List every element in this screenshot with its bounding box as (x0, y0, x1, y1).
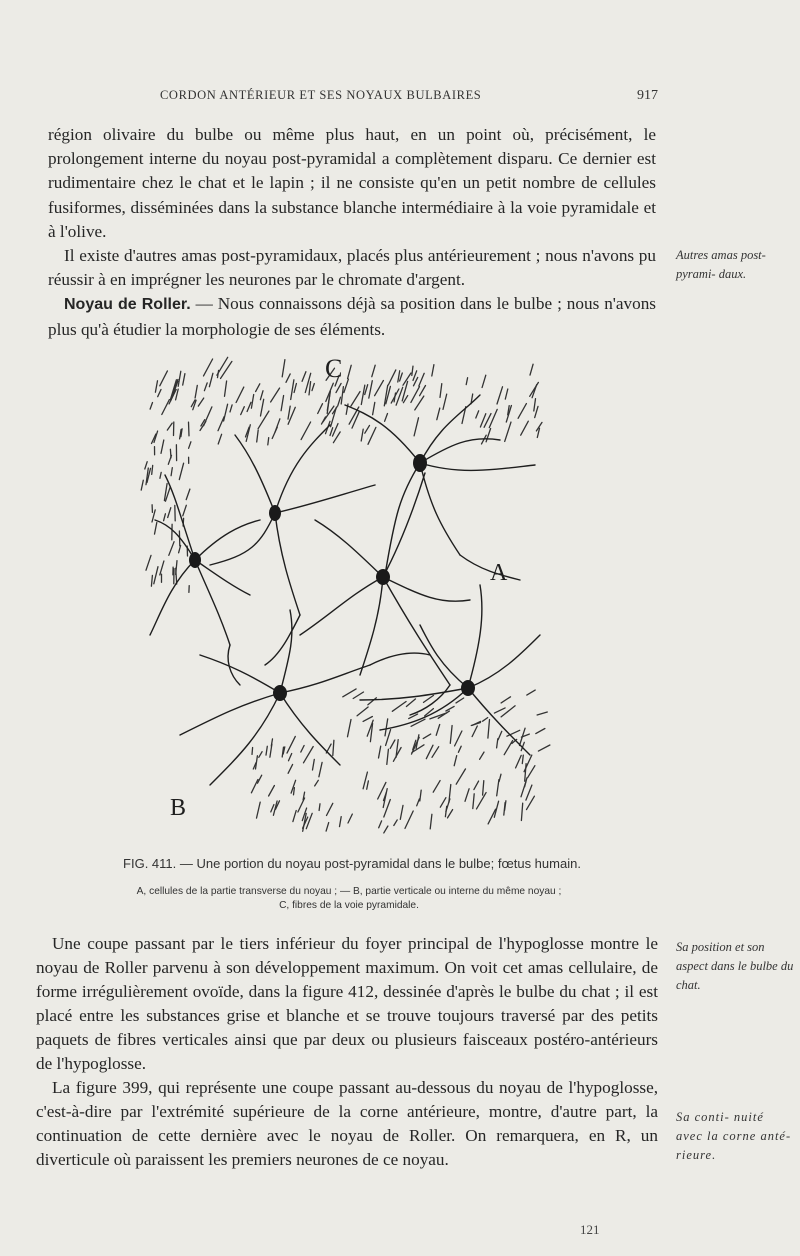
fiber-stroke (527, 796, 535, 809)
fiber-stroke (465, 789, 469, 802)
fiber-stroke (472, 726, 477, 737)
fiber-stroke (141, 480, 143, 490)
figure-label-b: B (170, 795, 187, 821)
fiber-stroke (230, 405, 232, 412)
fiber-stroke (497, 739, 498, 748)
fiber-stroke (225, 381, 227, 396)
fiber-stroke (286, 374, 290, 382)
fiber-stroke (221, 361, 232, 378)
fiber-stroke (164, 514, 166, 521)
fiber-stroke (338, 397, 341, 406)
fiber-stroke (336, 383, 341, 392)
fiber-stroke (179, 546, 181, 553)
fiber-stroke (361, 429, 363, 441)
fiber-stroke (417, 799, 420, 806)
fiber-stroke (353, 692, 363, 699)
fiber-stroke (236, 387, 244, 402)
fiber-stroke (516, 755, 522, 768)
fiber-stroke (458, 746, 461, 752)
figure-label-c: C (325, 355, 343, 383)
fiber-stroke (293, 811, 296, 822)
fiber-stroke (535, 406, 538, 417)
fiber-stroke (501, 706, 515, 717)
fiber-stroke (168, 508, 171, 518)
fiber-stroke (333, 432, 340, 443)
fiber-stroke (432, 747, 439, 758)
fiber-stroke (183, 374, 185, 385)
fiber-stroke (400, 373, 403, 381)
fiber-stroke (261, 399, 264, 416)
fiber-stroke (456, 769, 465, 784)
fiber-stroke (488, 720, 490, 739)
fiber-stroke (333, 740, 334, 755)
fiber-stroke (257, 430, 259, 442)
fiber-stroke (145, 462, 147, 469)
fiber-stroke (437, 408, 440, 420)
bottom-text-block (36, 932, 658, 1172)
fiber-stroke (522, 755, 523, 764)
margin-note-position: Sa position et son aspect dans le bulbe du chat. (676, 940, 794, 992)
fiber-stroke (266, 746, 267, 755)
fiber-stroke (218, 417, 224, 431)
fiber-stroke (171, 468, 172, 476)
fiber-stroke (388, 370, 396, 385)
fiber-stroke (180, 430, 182, 439)
fiber-stroke (466, 378, 467, 385)
paragraph-3-text: — Nous connaissons déjà sa position dans le bulbe ; nous n'avons plus qu'à étudier la morphologie de ses éléments. (48, 294, 656, 339)
fiber-stroke (209, 373, 213, 386)
fiber-stroke (301, 422, 311, 440)
fiber-stroke (252, 748, 253, 755)
fiber-stroke (369, 381, 373, 398)
fiber-stroke (204, 359, 213, 376)
fiber-stroke (394, 393, 395, 402)
fiber-stroke (160, 472, 161, 478)
fiber-stroke (385, 414, 388, 422)
fiber-stroke (455, 731, 462, 746)
fiber-stroke (526, 785, 532, 800)
fiber-stroke (289, 754, 292, 761)
fiber-stroke (306, 813, 312, 828)
fiber-stroke (497, 387, 503, 404)
fiber-stroke (171, 381, 178, 401)
fiber-stroke (183, 505, 187, 516)
fiber-stroke (482, 375, 486, 387)
fiber-stroke (288, 764, 293, 773)
fiber-stroke (259, 752, 262, 758)
fiber-stroke (498, 731, 502, 739)
fiber-stroke (333, 424, 339, 437)
fiber-stroke (413, 371, 417, 381)
figure-legend-line-2: C, fibres de la voie pyramidale. (279, 900, 419, 911)
fiber-stroke (400, 805, 403, 819)
fiber-stroke (518, 404, 526, 419)
fiber-stroke (247, 402, 251, 411)
fiber-stroke (260, 391, 263, 400)
fiber-stroke (315, 780, 319, 786)
fiber-stroke (340, 817, 342, 827)
fiber-stroke (155, 381, 157, 392)
fiber-stroke (169, 542, 174, 556)
fiber-stroke (420, 386, 426, 396)
fiber-stroke (319, 804, 320, 811)
fiber-stroke (189, 422, 190, 436)
fiber-stroke (351, 392, 360, 407)
fiber-stroke (271, 805, 274, 812)
fiber-stroke (375, 381, 384, 396)
fiber-stroke (161, 440, 164, 453)
fiber-stroke (483, 781, 484, 795)
fiber-stroke (405, 811, 413, 828)
fiber-stroke (412, 366, 413, 375)
fiber-stroke (480, 752, 484, 759)
fiber-stroke (357, 707, 368, 716)
neuron-illustration (140, 355, 560, 845)
fiber-stroke (501, 697, 510, 703)
fiber-stroke (294, 788, 295, 795)
fiber-stroke (241, 407, 245, 415)
fiber-stroke (406, 699, 415, 707)
fiber-stroke (505, 422, 511, 441)
figure-label-a: A (490, 560, 508, 586)
fiber-stroke (275, 419, 280, 432)
fiber-stroke (489, 409, 497, 427)
fiber-stroke (443, 394, 447, 409)
fiber-stroke (162, 400, 170, 415)
fiber-stroke (538, 745, 550, 751)
paragraph-2: Il existe d'autres amas post-pyramidaux, placés plus antérieurement ; nous n'avons pu réussir à en imprégner les neurones par le chromate d'argent. (48, 246, 656, 290)
fiber-stroke (414, 418, 418, 436)
paragraph-4: Une coupe passant par le tiers inférieur du foyer principal de l'hypoglosse montre le noyau de Roller parvenu à son développement maximum. On voit cet amas cellulaire, de forme irrégulièrement ovoïde, dans la figure 412, dessinée d'après le bulbe du chat ; il est placé entre les substances grise et blanche et se trouve toujours traversé par des petits paquets de fibres verticales ainsi que par deux ou plusieurs faisceaux postéro-antérieurs de l'hypoglosse. (36, 934, 658, 1073)
fiber-stroke (430, 814, 432, 829)
fiber-stroke (440, 798, 446, 808)
fiber-stroke (217, 357, 228, 375)
fiber-stroke (521, 421, 529, 435)
fiber-stroke (537, 712, 547, 715)
fiber-stroke (504, 741, 512, 755)
fiber-stroke (446, 706, 454, 711)
fiber-stroke (368, 698, 377, 705)
fiber-stroke (146, 555, 151, 570)
fiber-stroke (423, 734, 431, 739)
fiber-stroke (505, 389, 508, 399)
section-lead-roller: Noyau de Roller. (64, 296, 191, 314)
fiber-stroke (152, 465, 153, 474)
fiber-stroke (269, 786, 275, 797)
fiber-stroke (271, 388, 280, 402)
fiber-stroke (534, 399, 536, 411)
fiber-stroke (368, 427, 376, 444)
fiber-stroke (365, 425, 370, 433)
fiber-stroke (450, 726, 452, 744)
fiber-stroke (536, 729, 545, 734)
fiber-stroke (150, 403, 152, 410)
figure-caption: FIG. 411. — Une portion du noyau post-pyramidal dans le bulbe; fœtus humain. (123, 856, 581, 871)
fiber-stroke (390, 740, 395, 748)
fiber-stroke (387, 749, 389, 764)
fiber-stroke (525, 764, 526, 782)
fiber-stroke (287, 736, 295, 753)
fiber-stroke (154, 567, 158, 584)
fiber-stroke (268, 438, 269, 445)
fiber-stroke (341, 387, 343, 404)
paragraph-5: La figure 399, qui représente une coupe passant au-dessous du noyau de l'hypoglosse, c'est-à-dire par l'extrémité supérieure de la corne antérieure, montre, d'autre part, la continuation de cette dernière avec le noyau de Roller. On remarquera, en R, un diverticule où paraissent les premiers neurones de ce noyau. (36, 1078, 658, 1169)
fiber-stroke (384, 826, 388, 833)
fiber-stroke (257, 802, 261, 818)
fiber-stroke (326, 823, 329, 832)
fiber-stroke (327, 803, 333, 815)
fiber-stroke (436, 725, 440, 736)
signature-mark: 121 (580, 1222, 600, 1237)
fiber-stroke (158, 390, 161, 397)
fiber-stroke (170, 449, 171, 458)
margin-note-autres-amas: Autres amas post-pyrami- daux. (676, 248, 766, 281)
fiber-stroke (281, 396, 284, 411)
fiber-stroke (186, 489, 190, 500)
fiber-stroke (258, 411, 269, 429)
fiber-stroke (282, 747, 283, 757)
fiber-stroke (411, 387, 420, 403)
fiber-stroke (482, 435, 487, 444)
fiber-stroke (179, 463, 183, 479)
page-number: 917 (637, 88, 658, 103)
fiber-stroke (304, 747, 314, 763)
fiber-stroke (309, 382, 311, 395)
fiber-stroke (224, 404, 228, 421)
margin-note-continuite: Sa conti- nuité avec la corne anté- rieure. (676, 1110, 792, 1162)
fiber-stroke (251, 395, 253, 409)
fiber-stroke (530, 364, 533, 375)
fiber-stroke (499, 774, 501, 781)
fiber-stroke (312, 384, 314, 391)
fiber-stroke (445, 806, 446, 816)
fiber-stroke (348, 814, 352, 823)
fiber-stroke (344, 379, 349, 392)
fiber-stroke (396, 387, 403, 405)
paragraph-1: région olivaire du bulbe ou même plus haut, en un point où, précisément, le prolongement interne du noyau post-pyramidal a complètement disparu. Ce dernier est rudimentaire chez le chat et le lapin ; il ne consiste qu'en un petit nombre de cellules fusiformes, disséminées dans la substance blanche intermédiaire à la voie pyramidale et à l'olive. (48, 125, 656, 241)
fiber-stroke (379, 746, 381, 758)
fiber-stroke (282, 360, 285, 377)
fiber-stroke (386, 730, 391, 746)
fiber-stroke (322, 417, 326, 424)
fiber-stroke (424, 695, 434, 702)
fiber-stroke (528, 766, 535, 778)
fiber-stroke (474, 781, 479, 790)
fiber-stroke (167, 423, 172, 430)
fiber-stroke (448, 810, 453, 818)
fiber-stroke (419, 373, 424, 386)
fiber-stroke (160, 371, 168, 386)
fiber-stroke (367, 781, 369, 789)
fiber-stroke (291, 380, 294, 400)
fiber-stroke (497, 780, 499, 796)
fiber-stroke (473, 794, 474, 809)
fiber-stroke (348, 365, 352, 378)
fiber-stroke (302, 372, 306, 382)
fiber-stroke (343, 689, 356, 697)
fiber-stroke (294, 384, 296, 393)
fiber-stroke (301, 746, 304, 753)
fiber-stroke (530, 382, 539, 396)
fiber-stroke (319, 762, 322, 776)
fiber-stroke (433, 781, 440, 793)
fiber-stroke (288, 406, 290, 419)
fiber-stroke (440, 384, 442, 398)
fiber-stroke (352, 412, 359, 428)
fiber-stroke (195, 385, 197, 398)
running-header (160, 88, 658, 103)
fiber-stroke (198, 398, 203, 406)
fiber-stroke (155, 523, 157, 535)
paragraph-3 (48, 292, 656, 341)
fiber-stroke (415, 396, 424, 410)
fiber-stroke (521, 803, 522, 820)
figure-411 (140, 355, 560, 845)
fiber-stroke (477, 793, 487, 809)
fiber-stroke (373, 402, 375, 414)
fiber-stroke (313, 759, 315, 770)
top-text-block (48, 123, 656, 342)
fiber-stroke (204, 383, 207, 391)
fiber-stroke (483, 718, 488, 722)
fiber-stroke (372, 365, 375, 377)
fiber-stroke (527, 690, 535, 695)
fiber-stroke (330, 428, 333, 436)
fiber-stroke (178, 371, 181, 386)
figure-legend-line-1: A, cellules de la partie transverse du noyau ; — B, partie verticale ou interne du même noyau ; (136, 886, 562, 897)
fiber-stroke (456, 698, 464, 703)
fiber-stroke (420, 790, 421, 801)
figure-legend (34, 885, 664, 913)
fiber-stroke (256, 384, 260, 392)
fiber-stroke (160, 561, 164, 575)
fiber-stroke (363, 717, 372, 722)
fiber-stroke (251, 780, 258, 793)
fiber-stroke (432, 365, 434, 376)
fiber-stroke (189, 442, 191, 449)
running-title: CORDON ANTÉRIEUR ET SES NOYAUX BULBAIRES (160, 88, 482, 102)
fiber-stroke (394, 820, 397, 826)
fiber-stroke (151, 575, 152, 586)
fiber-stroke (392, 702, 406, 712)
fiber-stroke (454, 756, 457, 766)
fiber-stroke (318, 404, 323, 414)
fiber-stroke (494, 708, 505, 713)
fiber-stroke (385, 719, 388, 736)
fiber-stroke (379, 821, 382, 828)
fiber-stroke (204, 407, 212, 426)
fiber-stroke (476, 411, 479, 418)
fiber-stroke (348, 720, 352, 737)
fiber-stroke (218, 434, 221, 444)
